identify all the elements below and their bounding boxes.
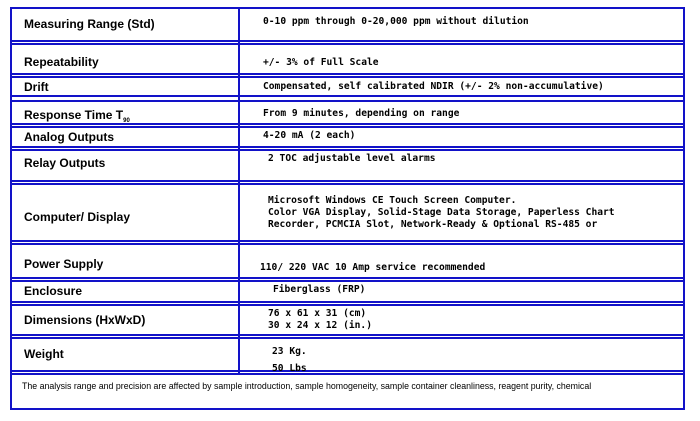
spec-value-computer-display-line-2: Color VGA Display, Solid-Stage Data Storage, Paperless Chart — [268, 207, 615, 218]
row-divider — [10, 277, 685, 279]
spec-label-drift: Drift — [24, 80, 49, 94]
spec-label-dimensions: Dimensions (HxWxD) — [24, 313, 146, 327]
spec-value-weight-kg: 23 Kg. — [272, 346, 307, 357]
spec-label-response-time — [24, 108, 130, 124]
spec-label-enclosure: Enclosure — [24, 284, 83, 298]
spec-value-computer-display-line-3: Recorder, PCMCIA Slot, Network-Ready & Optional RS-485 or — [268, 219, 598, 230]
spec-label-response-time-subscript: 90 — [123, 118, 130, 124]
row-divider — [10, 40, 685, 42]
footnote-text: The analysis range and precision are affected by sample introduction, sample homogeneity, sample container cleanliness, reagent purity, chemical — [22, 381, 592, 391]
spec-label-repeatability: Repeatability — [24, 55, 99, 69]
row-divider — [10, 73, 685, 75]
row-divider — [10, 334, 685, 336]
spec-label-power-supply: Power Supply — [24, 257, 104, 271]
row-divider — [10, 337, 685, 339]
spec-label-analog-outputs: Analog Outputs — [24, 130, 114, 144]
spec-value-weight-lbs: 50 Lbs — [272, 363, 307, 374]
row-divider — [10, 149, 685, 151]
row-divider — [10, 95, 685, 97]
spec-value-relay-outputs: 2 TOC adjustable level alarms — [268, 153, 436, 164]
spec-value-drift: Compensated, self calibrated NDIR (+/- 2% non-accumulative) — [263, 81, 604, 92]
row-divider — [10, 280, 685, 282]
spec-value-measuring-range: 0-10 ppm through 0-20,000 ppm without dilution — [263, 16, 529, 27]
row-divider — [10, 370, 685, 372]
row-divider — [10, 126, 685, 128]
row-divider — [10, 304, 685, 306]
spec-value-response-time: From 9 minutes, depending on range — [263, 108, 460, 119]
spec-value-analog-outputs: 4-20 mA (2 each) — [263, 130, 356, 141]
row-divider — [10, 180, 685, 182]
spec-value-dimensions-in: 30 x 24 x 12 (in.) — [268, 320, 372, 331]
row-divider — [10, 100, 685, 102]
spec-value-power-supply: 110/ 220 VAC 10 Amp service recommended — [260, 262, 486, 273]
spec-label-computer-display: Computer/ Display — [24, 210, 131, 224]
spec-value-repeatability: +/- 3% of Full Scale — [263, 57, 379, 68]
spec-value-computer-display-line-1: Microsoft Windows CE Touch Screen Computer. — [268, 195, 517, 206]
row-divider — [10, 240, 685, 242]
row-divider — [10, 243, 685, 245]
row-divider — [10, 43, 685, 45]
row-divider — [10, 146, 685, 148]
spec-value-dimensions-cm: 76 x 61 x 31 (cm) — [268, 308, 367, 319]
row-divider — [10, 183, 685, 185]
column-divider — [238, 7, 240, 373]
row-divider — [10, 301, 685, 303]
spec-label-response-time-text: Response Time T — [24, 108, 124, 122]
spec-value-enclosure: Fiberglass (FRP) — [273, 284, 366, 295]
row-divider — [10, 76, 685, 78]
spec-label-weight: Weight — [24, 347, 64, 361]
spec-label-measuring-range: Measuring Range (Std) — [24, 17, 155, 31]
spec-label-relay-outputs: Relay Outputs — [24, 156, 106, 170]
row-divider — [10, 373, 685, 375]
